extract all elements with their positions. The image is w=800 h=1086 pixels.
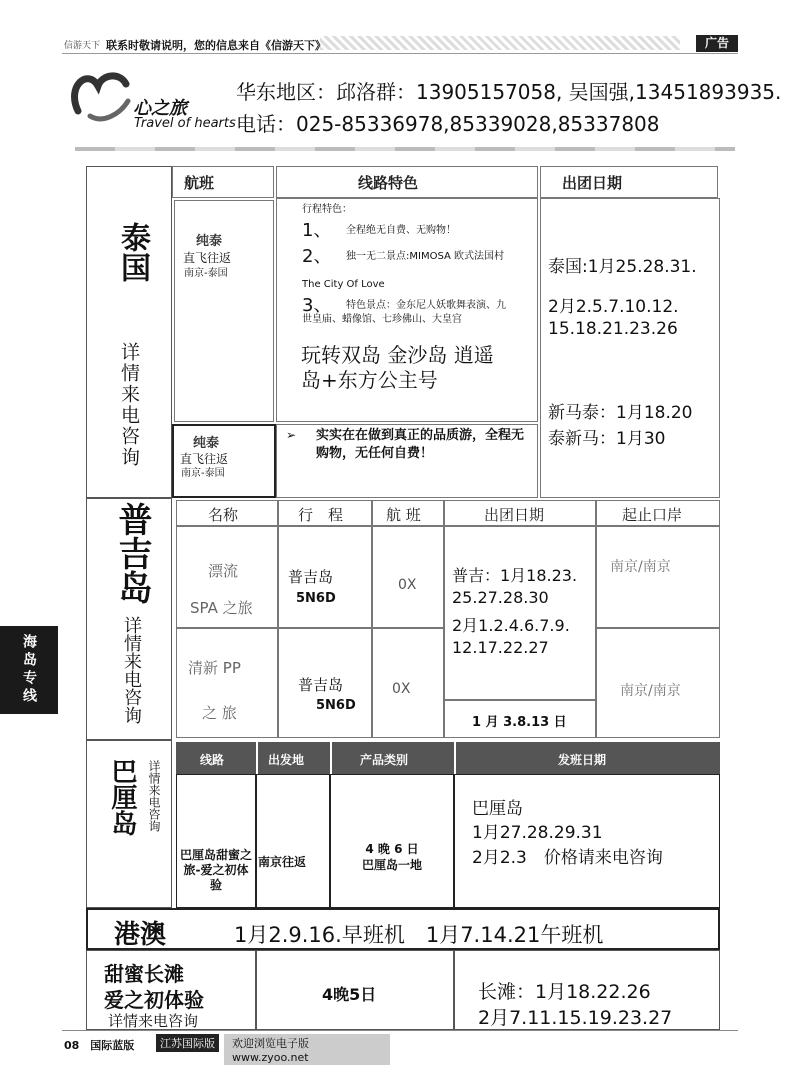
header-divider [330, 742, 332, 774]
thailand-header-dates: 出团日期 [562, 174, 623, 192]
taixinma-dates: 泰新马：1月30 [548, 429, 666, 449]
bali-dates-line: 1月27.28.29.31 [472, 823, 603, 843]
phuket-dates-line: 12.17.22.27 [452, 638, 549, 657]
hkmacau-dates: 1月2.9.16.早班机 1月7.14.21午班机 [234, 923, 604, 947]
contact-names: 华东地区：邱洛群：13905157058, 吴国强,13451893935. [236, 80, 782, 104]
bali-route: 巴厘岛甜蜜之旅-爱之初体验 [179, 848, 252, 892]
feature2-text: 独一无二景点:MIMOSA 欧式法国村 [346, 251, 504, 262]
bali-inquiry: 详情来电咨询 [147, 760, 161, 832]
row2-port: 南京/南京 [620, 683, 681, 699]
row2-name-sub: 之 旅 [202, 704, 237, 722]
bali-header: 出发地 [268, 753, 305, 767]
flight1-name: 纯泰 [196, 234, 223, 249]
flight2-desc: 直飞往返 [180, 452, 229, 466]
row1-flight: 0X [398, 577, 417, 593]
flight1-route: 南京-泰国 [184, 268, 228, 279]
thailand-title: 泰国 [115, 222, 150, 282]
website-link[interactable]: 欢迎浏览电子版 www.zyoo.net [224, 1034, 390, 1065]
thailand-header-flight: 航班 [184, 174, 215, 192]
row2-flight: 0X [392, 681, 411, 697]
side-tab-label: 海岛专线 [21, 634, 37, 706]
row1-name-sub: SPA 之旅 [190, 599, 253, 617]
edition-label: 江苏国际版 [156, 1034, 219, 1052]
thailand-flight-cell [174, 200, 274, 422]
feature2-english: The City Of Love [302, 279, 385, 290]
phuket-inquiry: 详情来电咨询 [121, 616, 142, 724]
thailand-header-features: 线路特色 [358, 174, 419, 192]
phuket-header: 起止口岸 [622, 506, 683, 524]
phuket-dates-line: 普吉：1月18.23. [452, 566, 578, 585]
bali-header: 产品类别 [360, 753, 409, 767]
bali-departure: 南京往返 [258, 855, 307, 869]
changtan-inquiry: 详情来电咨询 [108, 1012, 199, 1030]
xinmatai-dates: 新马泰：1月18.20 [548, 403, 693, 423]
changtan-duration: 4晚5日 [322, 985, 377, 1004]
flight2-route: 南京-泰国 [181, 468, 225, 479]
changtan-title: 甜蜜长滩 [104, 962, 184, 986]
bali-header: 发班日期 [558, 753, 607, 767]
side-tab [0, 626, 58, 714]
thailand-dates-line: 2月2.5.7.10.12. [548, 297, 679, 317]
logo-subtitle: Travel of hearts [134, 116, 236, 131]
page-number: 08 国际蓝版 [64, 1039, 135, 1052]
phuket-header: 出团日期 [484, 506, 545, 524]
bali-dates-line: 2月2.3 价格请来电咨询 [472, 848, 663, 868]
decorative-pattern [320, 36, 680, 50]
logo-title: 心之旅 [133, 98, 187, 119]
row2-route-days: 5N6D [316, 698, 356, 713]
contact-phones: 电话：025-85336978,85339028,85337808 [236, 112, 660, 136]
phuket-row1-port-cell [596, 526, 720, 628]
feature3-text: 特色景点：金东尼人妖歌舞表演、九世皇庙、蜡像馆、七珍佛山、大皇宫 [302, 300, 506, 325]
thailand-dates-line: 15.18.21.23.26 [548, 319, 678, 339]
thailand-dates-line: 泰国:1月25.28.31. [548, 257, 697, 277]
brand-label: 信游天下 [64, 41, 101, 51]
phuket-dates-line: 2月1.2.4.6.7.9. [452, 616, 570, 635]
thailand-highlight: 玩转双岛 金沙岛 逍遥岛+东方公主号 [301, 343, 494, 392]
heart-logo-icon [68, 66, 134, 128]
footer-divider [62, 1030, 738, 1031]
ad-tag: 广告 [696, 35, 738, 52]
phuket-header: 行 程 [298, 506, 344, 524]
feature1-text: 全程绝无自费、无购物！ [346, 225, 456, 236]
header-divider [75, 147, 735, 151]
bali-title: 巴厘岛 [107, 758, 137, 836]
row2-route: 普吉岛 [298, 676, 344, 694]
phuket-title: 普吉岛 [112, 502, 152, 604]
slogan-arrow-icon: ➢ [286, 428, 297, 442]
feature3-number: 3、 [302, 295, 332, 316]
thailand-dates-cell [540, 198, 720, 498]
row1-name: 漂流 [208, 562, 239, 580]
bali-header: 线路 [200, 753, 225, 767]
row2-name: 清新 PP [188, 659, 241, 677]
phuket-header: 名称 [208, 506, 239, 524]
flight1-desc: 直飞往返 [183, 251, 232, 265]
bali-product-days: 4 晚 6 日 [365, 842, 419, 856]
thailand-slogan: 实实在在做到真正的品质游，全程无购物，无任何自费！ [316, 428, 525, 461]
bali-product-type: 巴厘岛一地 [361, 858, 422, 872]
changtan-dates-line: 2月7.11.15.19.23.27 [478, 1007, 673, 1029]
bali-dates-line: 巴厘岛 [472, 799, 523, 819]
phuket-header: 航 班 [386, 506, 421, 524]
changtan-dates-line: 长滩：1月18.22.26 [478, 981, 651, 1003]
bali-departure-cell [256, 774, 330, 908]
phuket-dates-jan: 1 月 3.8.13 日 [472, 715, 567, 730]
row1-route-days: 5N6D [296, 591, 336, 606]
row1-route: 普吉岛 [288, 568, 334, 586]
hkmacau-title: 港澳 [114, 920, 167, 950]
header-divider [454, 742, 456, 774]
flight2-name: 纯泰 [193, 436, 220, 451]
phuket-dates-line: 25.27.28.30 [452, 588, 549, 607]
feature1-number: 1、 [302, 220, 332, 241]
feature2-number: 2、 [302, 246, 332, 267]
thailand-inquiry: 详情来电咨询 [118, 342, 140, 468]
source-notice: 联系时敬请说明，您的信息来自《信游天下》 [106, 39, 326, 52]
changtan-subtitle: 爱之初体验 [104, 988, 204, 1012]
header-divider [256, 742, 258, 774]
row1-port: 南京/南京 [610, 559, 671, 575]
feature-title: 行程特色： [302, 204, 352, 215]
